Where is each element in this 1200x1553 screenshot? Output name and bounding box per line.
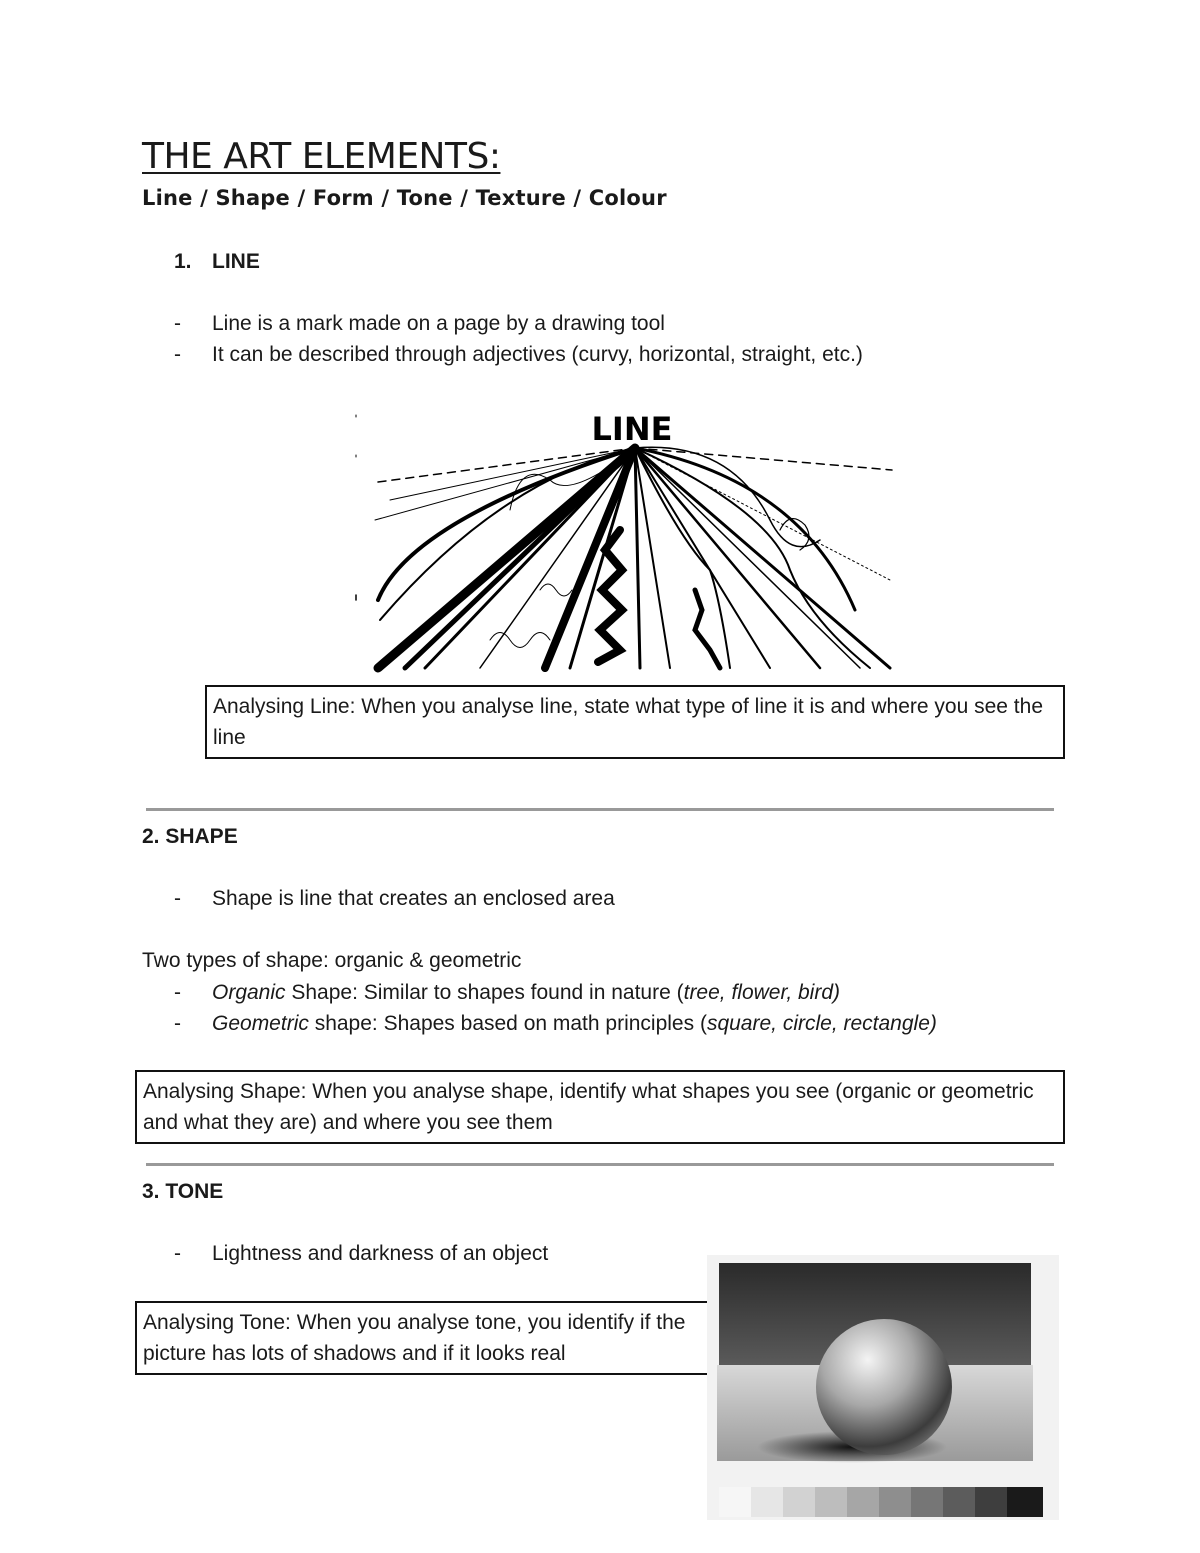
shape-analysis-box: Analysing Shape: When you analyse shape, identify what shapes you see (organic or geometric and what they are) and where you see them <box>135 1070 1065 1144</box>
bullet-dash: - <box>174 981 181 1004</box>
line-illustration <box>350 400 910 675</box>
page-title: THE ART ELEMENTS: <box>142 136 501 177</box>
shape-bullet-1: Shape is line that creates an enclosed area <box>212 887 615 910</box>
line-bullet-1: Line is a mark made on a page by a drawing tool <box>212 312 665 335</box>
tone-bullet-1: Lightness and darkness of an object <box>212 1242 549 1265</box>
geometric-examples: square, circle, rectangle) <box>706 1012 937 1035</box>
shape-types-intro: Two types of shape: organic & geometric <box>142 949 522 972</box>
bullet-dash: - <box>174 312 181 335</box>
bullet-dash: - <box>174 1012 181 1035</box>
tone-sphere-illustration <box>707 1255 1059 1520</box>
line-illustration-label: LINE <box>591 410 673 448</box>
line-section-number: 1. <box>174 250 192 273</box>
tone-analysis-box: Analysing Tone: When you analyse tone, you identify if the picture has lots of shadows and if it looks real <box>135 1301 707 1375</box>
shape-organic-bullet <box>212 981 840 1005</box>
section-divider <box>146 808 1054 811</box>
geometric-text: shape: Shapes based on math principles ( <box>308 1012 707 1035</box>
bullet-dash: - <box>174 887 181 910</box>
section-divider <box>146 1163 1054 1166</box>
shape-geometric-bullet <box>212 1012 937 1036</box>
organic-examples: tree, flower, bird) <box>683 981 841 1004</box>
line-section-heading: LINE <box>212 250 260 273</box>
page-subtitle: Line / Shape / Form / Tone / Texture / Colour <box>142 186 667 210</box>
geometric-term: Geometric <box>212 1012 309 1035</box>
line-bullet-2: It can be described through adjectives (curvy, horizontal, straight, etc.) <box>212 343 863 366</box>
bullet-dash: - <box>174 1242 181 1265</box>
tone-section-heading: 3. TONE <box>142 1180 224 1203</box>
line-analysis-box: Analysing Line: When you analyse line, state what type of line it is and where you see the line <box>205 685 1065 759</box>
shape-section-heading: 2. SHAPE <box>142 825 238 848</box>
bullet-dash: - <box>174 343 181 366</box>
organic-term: Organic <box>212 981 286 1004</box>
organic-text: Shape: Similar to shapes found in nature ( <box>285 981 684 1004</box>
